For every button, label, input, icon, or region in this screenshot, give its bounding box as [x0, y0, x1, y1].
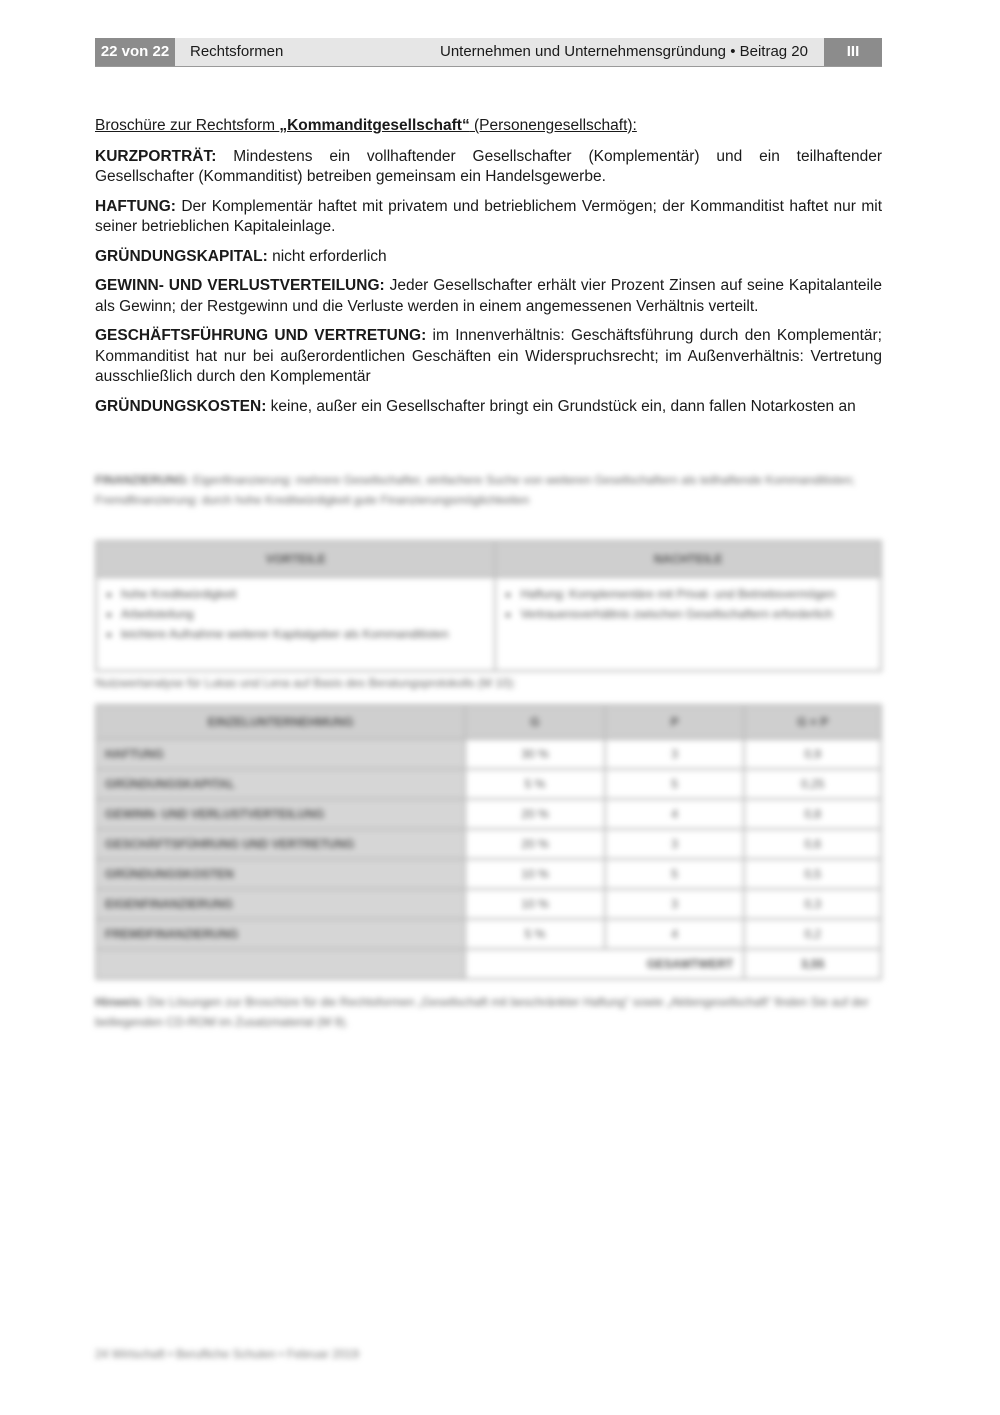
points-cell: 5: [605, 769, 745, 799]
section-label: KURZPORTRÄT:: [95, 147, 217, 165]
hint-text: Die Lösungen zur Broschüre für die Rechtsformen „Gesellschaft mit beschränkter Haftung“ sowie „Aktiengesellschaft“ finden Sie auf der beiliegenden CD-ROM im Zusatzmaterial (M 9).: [95, 995, 869, 1029]
total-row: [96, 949, 881, 979]
section-finanzierung: [95, 470, 882, 510]
cons-cell: [495, 577, 881, 671]
page-footer: 24 Wirtschaft • Berufliche Schulen • Februar 2019: [95, 1347, 359, 1361]
page-number: 22 von 22: [95, 38, 175, 66]
row-label: GESCHÄFTSFÜHRUNG UND VERTRETUNG: [96, 829, 465, 859]
brochure-intro: [95, 116, 882, 137]
row-label: FREMDFINANZIERUNG: [96, 919, 465, 949]
value-cell: 0,6: [744, 829, 881, 859]
header-series: Unternehmen und Unternehmensgründung • Beitrag 20: [440, 43, 808, 60]
row-label: GRÜNDUNGSKAPITAL: [96, 769, 465, 799]
section-text: Eigenfinanzierung: mehrere Gesellschafter, einfachere Suche von weiteren Gesellschaftern als teilhaftende Kommanditisten; Fremdfinanzierung: durch hohe Kreditwürdigkeit gute Finanzierungsmöglichkeiten: [95, 473, 855, 507]
list-item: • leichtere Aufnahme weiterer Kapitalgeber als Kommanditisten: [121, 624, 484, 644]
section-label: HAFTUNG:: [95, 197, 176, 215]
weight-cell: 20 %: [465, 799, 605, 829]
nutzwert-table: [95, 704, 882, 980]
cons-header: NACHTEILE: [495, 541, 881, 577]
section-text: Mindestens ein vollhaftender Gesellschafter (Komplementär) und ein teilhaftender Gesellschafter (Kommanditist) betreiben gemeinsam ein Handelsgewerbe.: [95, 147, 882, 185]
weight-cell: 20 %: [465, 829, 605, 859]
table-row: [96, 829, 881, 859]
header-part: III: [824, 38, 882, 66]
intro-legal-form: „Kommanditgesellschaft“: [279, 117, 470, 134]
section-text: keine, außer ein Gesellschafter bringt ein Grundstück ein, dann fallen Notarkosten an: [266, 397, 856, 415]
row-label: EIGENFINANZIERUNG: [96, 889, 465, 919]
points-cell: 3: [605, 739, 745, 769]
points-cell: 3: [605, 889, 745, 919]
nutzwert-intro: Nutzwertanalyse für Lukas und Lena auf Basis des Beratungsprotokolls (M 10):: [95, 676, 516, 690]
section-text: Der Komplementär haftet mit privatem und betrieblichem Vermögen; der Kommanditist haftet nur mit seiner betrieblichen Kapitaleinlage.: [95, 197, 882, 235]
table-row: [96, 739, 881, 769]
table-row: [96, 769, 881, 799]
hint-note: [95, 992, 882, 1032]
section-geschaeftsfuehrung: [95, 326, 882, 388]
table-header: G: [465, 705, 605, 739]
row-label: HAFTUNG: [96, 739, 465, 769]
weight-cell: 30 %: [465, 739, 605, 769]
table-header: G × P: [744, 705, 881, 739]
value-cell: 0,3: [744, 889, 881, 919]
weight-cell: 10 %: [465, 889, 605, 919]
list-item: • Haftung: Komplementäre mit Privat- und Betriebsvermögen: [520, 584, 870, 604]
list-item: • Vertrauensverhältnis zwischen Gesellschaftern erforderlich: [520, 604, 870, 624]
points-cell: 4: [605, 919, 745, 949]
total-label: GESAMTWERT: [465, 949, 744, 979]
row-label: GRÜNDUNGSKOSTEN: [96, 859, 465, 889]
value-cell: 0,5: [744, 859, 881, 889]
section-text: nicht erforderlich: [267, 247, 387, 265]
value-cell: 0,8: [744, 799, 881, 829]
row-label: GEWINN- UND VERLUSTVERTEILUNG: [96, 799, 465, 829]
section-label: GRÜNDUNGSKOSTEN:: [95, 397, 267, 415]
section-gruendungskapital: [95, 247, 882, 268]
weight-cell: 5 %: [465, 919, 605, 949]
section-text: Jeder Gesellschafter erhält vier Prozent Zinsen auf seine Kapitalanteile als Gewinn; der Restgewinn und die Verluste werden in einem angemessenen Verhältnis verteilt.: [95, 277, 882, 315]
section-text: im Innenverhältnis: Geschäftsführung durch den Komplementär; Kommanditist hat nur bei außerordentlichen Geschäften ein Widerspruchsrecht; im Außenverhältnis: Vertretung ausschließlich durch den Komplementär: [95, 327, 882, 385]
value-cell: 0,25: [744, 769, 881, 799]
value-cell: 0,2: [744, 919, 881, 949]
section-gruendungskosten: [95, 397, 882, 418]
section-gewinnverteilung: [95, 276, 882, 317]
table-row: [96, 799, 881, 829]
table-header: P: [605, 705, 745, 739]
points-cell: 3: [605, 829, 745, 859]
points-cell: 5: [605, 859, 745, 889]
weight-cell: 5 %: [465, 769, 605, 799]
list-item: • Arbeitsteilung: [121, 604, 484, 624]
value-cell: 0,9: [744, 739, 881, 769]
points-cell: 4: [605, 799, 745, 829]
pros-cell: [96, 577, 495, 671]
section-label: FINANZIERUNG:: [95, 473, 190, 487]
intro-prefix: Broschüre zur Rechtsform: [95, 117, 280, 134]
section-label: GRÜNDUNGSKAPITAL:: [95, 247, 268, 265]
table-row: [96, 889, 881, 919]
total-value: 3,55: [744, 949, 881, 979]
page-header: [95, 38, 882, 67]
weight-cell: 10 %: [465, 859, 605, 889]
pros-header: VORTEILE: [96, 541, 495, 577]
hint-label: Hinweis:: [95, 995, 145, 1009]
table-header: EINZELUNTERNEHMUNG: [96, 705, 465, 739]
list-item: • hohe Kreditwürdigkeit: [121, 584, 484, 604]
section-label: GESCHÄFTSFÜHRUNG UND VERTRETUNG:: [95, 327, 427, 344]
brochure-content: [95, 116, 882, 426]
section-haftung: [95, 197, 882, 238]
intro-suffix: (Personengesellschaft):: [469, 117, 637, 134]
table-row: [96, 919, 881, 949]
pros-cons-table: [95, 540, 882, 672]
section-label: GEWINN- UND VERLUSTVERTEILUNG:: [95, 277, 385, 294]
table-row: [96, 859, 881, 889]
header-topic: Rechtsformen: [190, 43, 284, 60]
section-kurzportraet: [95, 147, 882, 188]
